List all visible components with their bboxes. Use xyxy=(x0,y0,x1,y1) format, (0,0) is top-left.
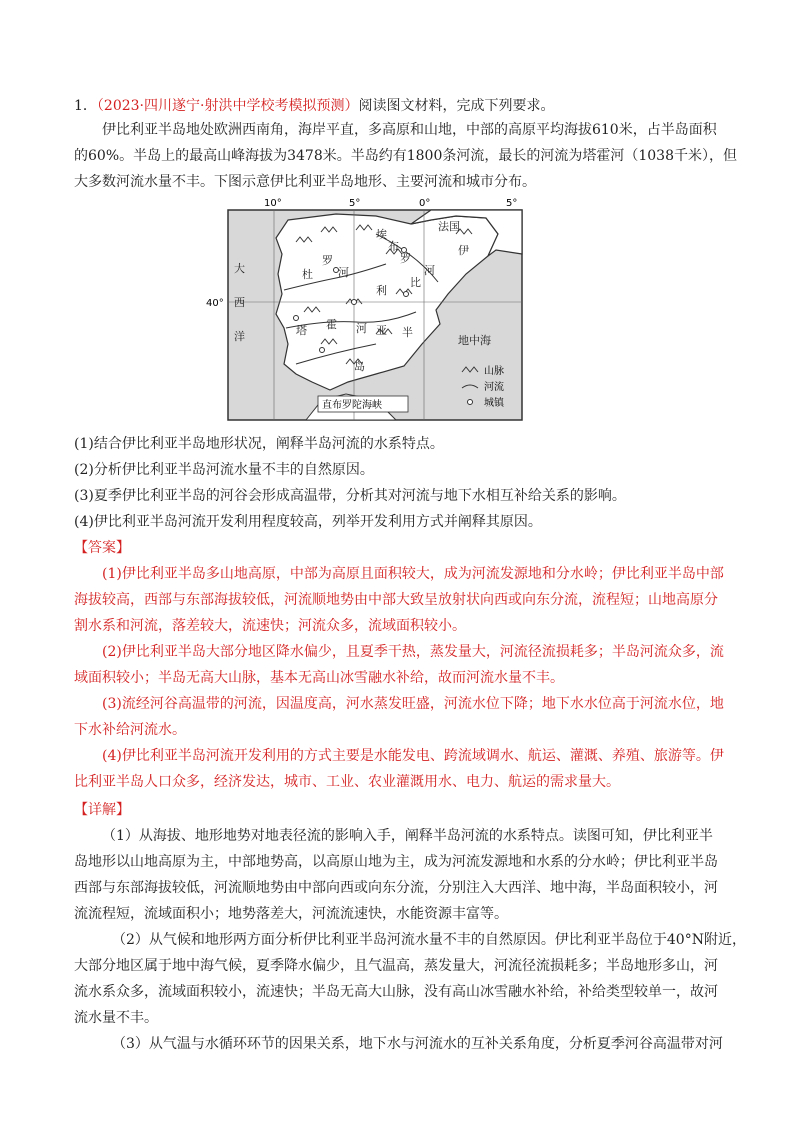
detail-line: 流水量不丰。 xyxy=(74,1010,158,1026)
detail-line: 西部与东部海拔较低，河流顺地势由中部向西或向东分流，分别注入大西洋、地中海，半岛面积较小，河 xyxy=(74,880,718,896)
question-source: （2023·四川遂宁·射洪中学校考模拟预测） xyxy=(96,98,359,114)
question-instruction: 阅读图文材料，完成下列要求。 xyxy=(358,98,555,114)
label-peninsula: 半 xyxy=(402,326,413,339)
detail-header: 【详解】 xyxy=(74,802,130,818)
detail-line: 大部分地区属于地中海气候，夏季降水偏少，且气温高，蒸发量大，河流径流损耗多；半岛地形多山，河 xyxy=(74,958,718,974)
detail-line: （2）从气候和地形两方面分析伊比利亚半岛河流水量不丰的自然原因。伊比利亚半岛位于40°N附近， xyxy=(112,932,746,948)
label-ocean: 大 xyxy=(234,262,245,275)
label-france: 法国 xyxy=(438,220,460,233)
question-number: 1． xyxy=(74,98,97,114)
label-ebro: 罗 xyxy=(400,252,411,265)
label-ocean: 西 xyxy=(234,296,245,309)
label-ocean: 洋 xyxy=(234,330,245,343)
detail-line: 流流程短，流域面积小；地势落差大，河流流速快，水能资源丰富等。 xyxy=(74,906,508,922)
answer-header: 【答案】 xyxy=(74,540,130,556)
material-line: 伊比利亚半岛地处欧洲西南角，海岸平直，多高原和山地，中部的高原平均海拔610米，占半岛面积 xyxy=(102,122,717,138)
lat-label: 40° xyxy=(206,298,224,309)
answer-line: 比利亚半岛人口众多，经济发达，城市、工业、农业灌溉用水、电力、航运的需求量大。 xyxy=(74,774,620,790)
legend-town-icon xyxy=(468,400,473,405)
label-tajo: 塔 xyxy=(296,324,307,337)
label-tajo: 霍 xyxy=(326,318,337,331)
label-strait: 直布罗陀海峡 xyxy=(322,400,382,411)
detail-line: 流水系众多，流域面积较小，流速快；半岛无高大山脉，没有高山冰雪融水补给，补给类型较单一，故河 xyxy=(74,984,718,1000)
legend-mountain-label: 山脉 xyxy=(484,366,504,377)
label-duero: 罗 xyxy=(322,254,333,267)
answer-line: (1)伊比利亚半岛多山地高原，中部为高原且面积较大，成为河流发源地和分水岭；伊比利亚半岛中部 xyxy=(102,566,724,582)
answer-line: (3)流经河谷高温带的河流，因温度高，河水蒸发旺盛，河流水位下降；地下水水位高于河流水位，地 xyxy=(102,696,724,712)
detail-line: 岛地形以山地高原为主，中部地势高，以高原山地为主，成为河流发源地和水系的分水岭；伊比利亚半岛 xyxy=(74,854,718,870)
label-ebro: 埃 xyxy=(376,228,387,241)
lon-label: 5° xyxy=(349,198,361,209)
label-duero: 河 xyxy=(338,266,349,279)
label-duero: 杜 xyxy=(302,268,313,281)
label-peninsula: 伊 xyxy=(458,244,469,257)
label-tajo: 河 xyxy=(356,322,367,335)
iberia-map xyxy=(206,194,526,424)
label-ebro: 河 xyxy=(424,264,435,277)
label-sea: 地中海 xyxy=(458,334,491,347)
answer-line: 下水补给河流水。 xyxy=(74,722,186,738)
lon-label: 10° xyxy=(264,198,282,209)
sub-question-2: (2)分析伊比利亚半岛河流水量不丰的自然原因。 xyxy=(74,462,374,478)
legend-river-label: 河流 xyxy=(484,382,504,393)
label-peninsula: 比 xyxy=(410,276,421,289)
sub-question-3: (3)夏季伊比利亚半岛的河谷会形成高温带，分析其对河流与地下水相互补给关系的影响。 xyxy=(74,488,626,504)
sub-question-4: (4)伊比利亚半岛河流开发利用程度较高，列举开发利用方式并阐释其原因。 xyxy=(74,514,542,530)
label-peninsula: 亚 xyxy=(376,324,387,337)
lon-label: 0° xyxy=(419,198,431,209)
sub-question-1: (1)结合伊比利亚半岛地形状况，阐释半岛河流的水系特点。 xyxy=(74,436,444,452)
answer-line: (4)伊比利亚半岛河流开发利用的方式主要是水能发电、跨流域调水、航运、灌溉、养殖、旅游等。伊 xyxy=(102,748,724,764)
question-header xyxy=(74,96,734,116)
answer-line: 割水系和河流，落差较大，流速快；河流众多，流域面积较小。 xyxy=(74,618,466,634)
detail-line: （1）从海拔、地形地势对地表径流的影响入手，阐释半岛河流的水系特点。读图可知，伊比利亚半 xyxy=(102,828,713,844)
answer-line: 域面积较小；半岛无高大山脉，基本无高山冰雪融水补给，故而河流水量不丰。 xyxy=(74,670,564,686)
label-ebro: 布 xyxy=(388,240,399,253)
material-line: 的60%。半岛上的最高山峰海拔为3478米。半岛约有1800条河流，最长的河流为塔霍河（1038千米），但 xyxy=(74,148,738,164)
legend-town-label: 城镇 xyxy=(484,398,504,409)
label-peninsula: 岛 xyxy=(354,360,365,373)
lon-label: 5° xyxy=(506,198,518,209)
answer-line: (2)伊比利亚半岛大部分地区降水偏少，且夏季干热，蒸发量大，河流径流损耗多；半岛河流众多，流 xyxy=(102,644,724,660)
material-line: 大多数河流水量不丰。下图示意伊比利亚半岛地形、主要河流和城市分布。 xyxy=(74,174,536,190)
label-peninsula: 利 xyxy=(376,284,387,297)
answer-line: 海拔较高，西部与东部海拔较低，河流顺地势由中部大致呈放射状向西或向东分流，流程短；山地高原分 xyxy=(74,592,718,608)
detail-line: （3）从气温与水循环环节的因果关系，地下水与河流水的互补关系角度，分析夏季河谷高温带对河 xyxy=(112,1036,723,1052)
